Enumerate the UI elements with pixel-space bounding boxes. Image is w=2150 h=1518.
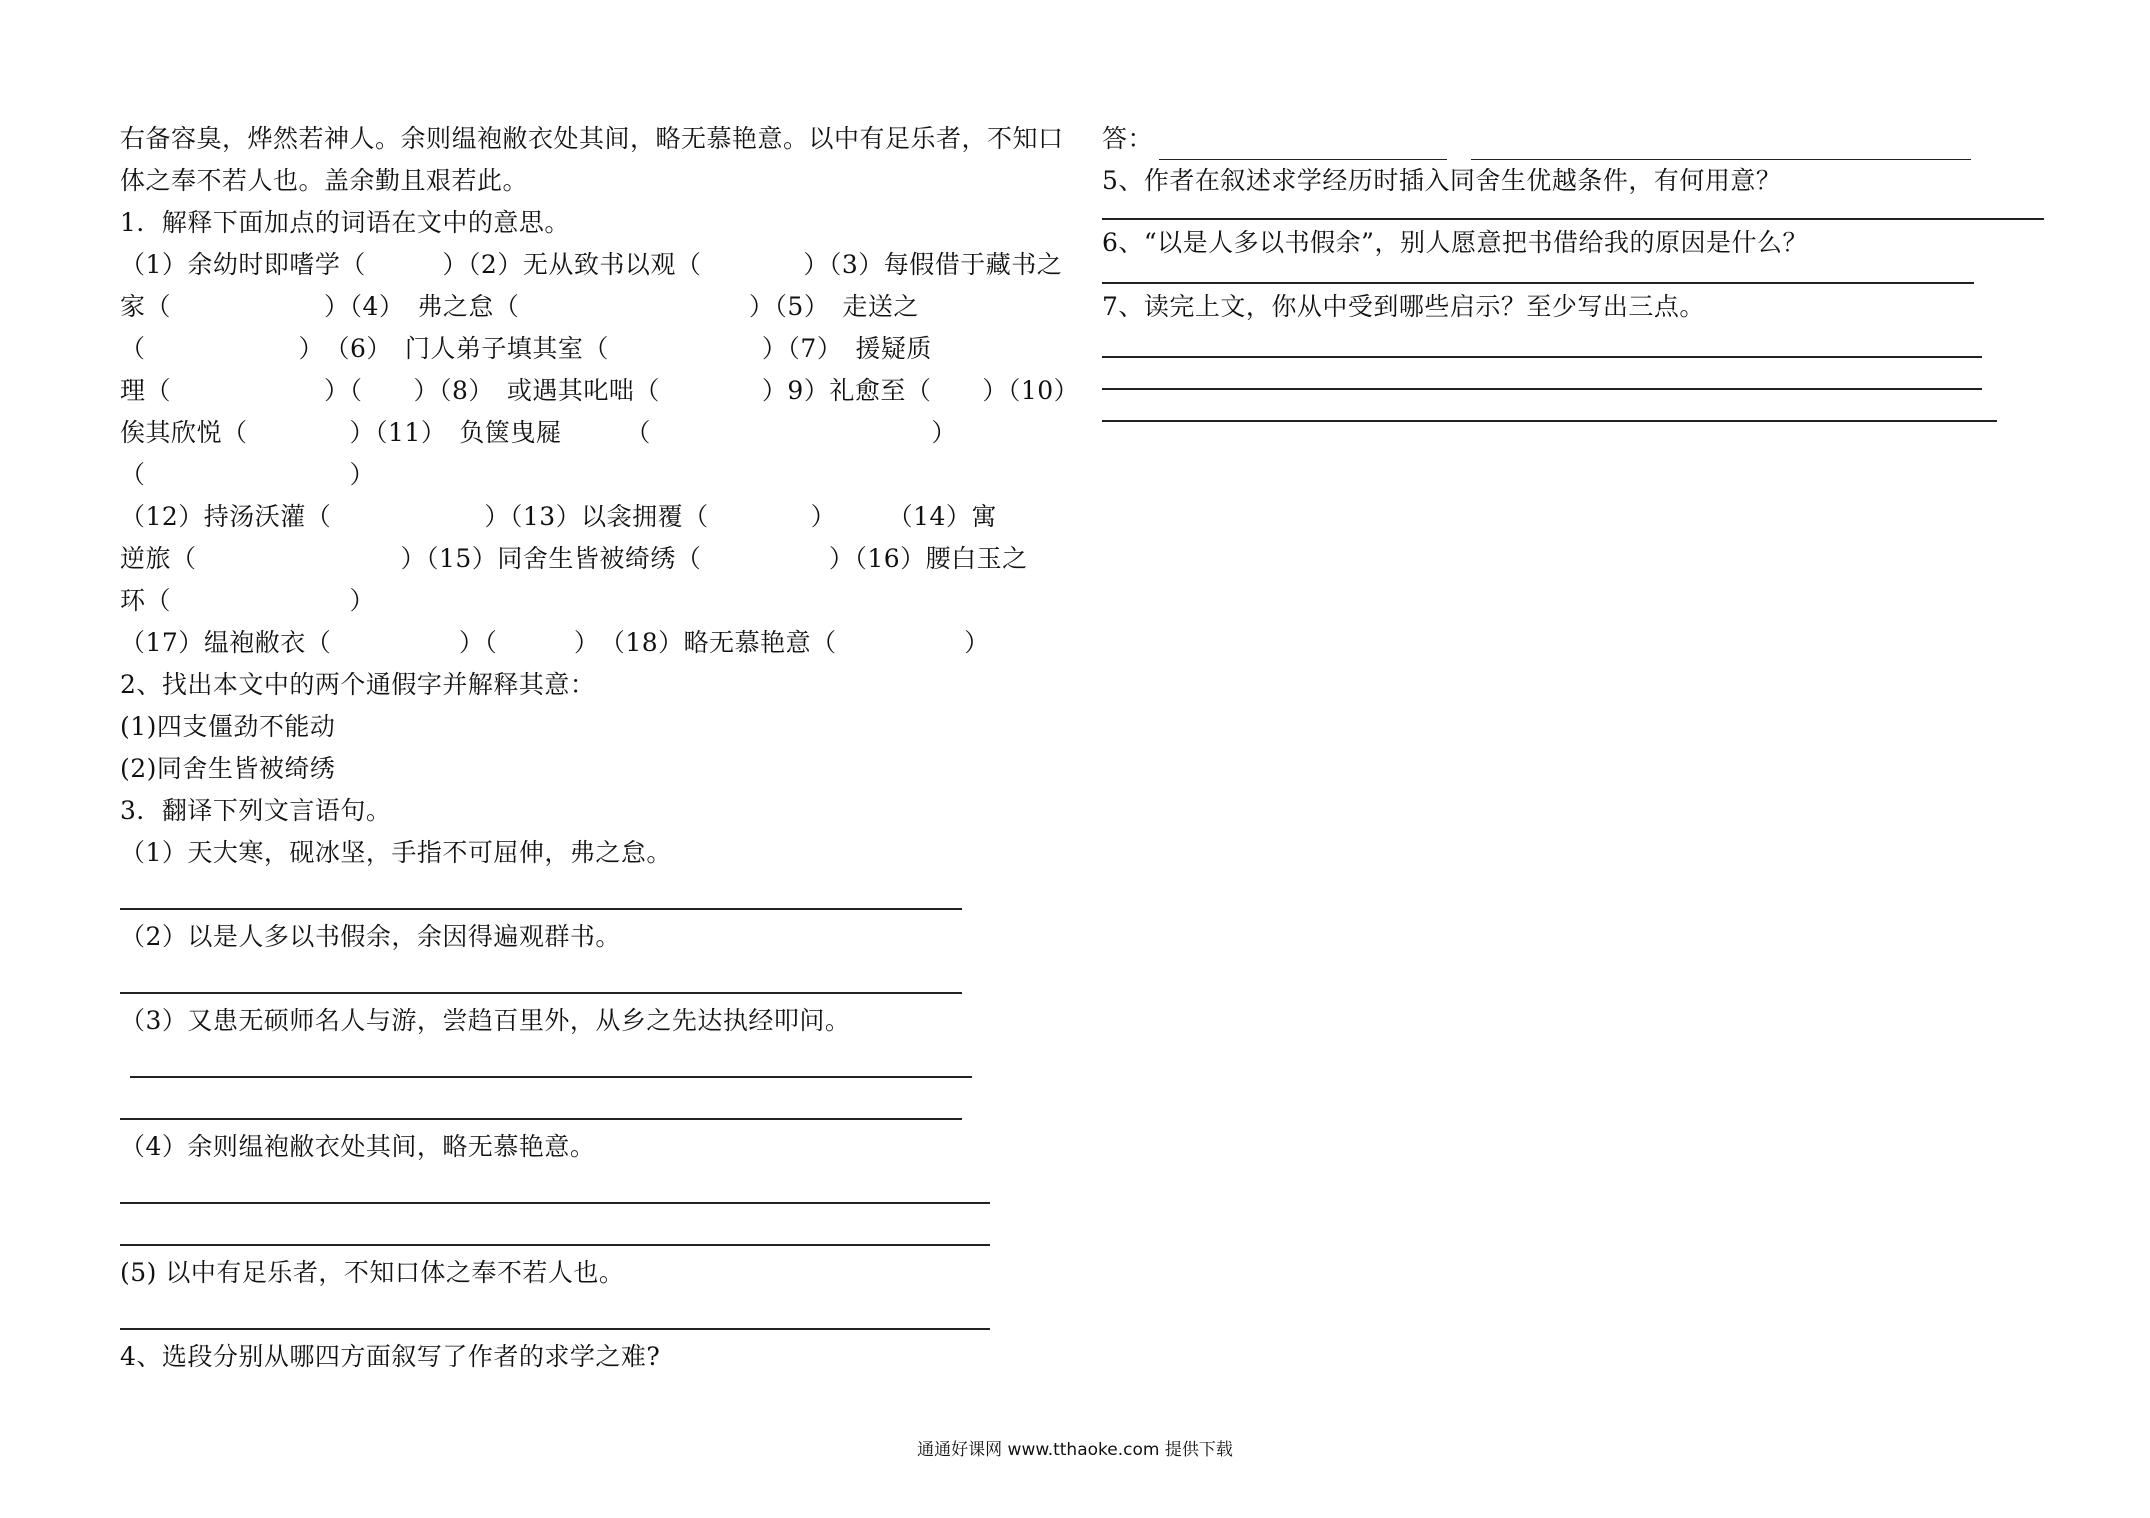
passage-line-1: 右备容臭，烨然若神人。余则缊袍敝衣处其间，略无慕艳意。以中有足乐者，不知口	[120, 124, 1064, 153]
q3-answer-line-3b[interactable]	[120, 1084, 1060, 1126]
q3-item-5: (5) 以中有足乐者，不知口体之奉不若人也。	[120, 1258, 625, 1287]
q3-answer-line-1[interactable]	[120, 874, 1060, 916]
q3-answer-line-5[interactable]	[120, 1294, 1060, 1336]
q1-line-6: （ ）	[120, 460, 376, 489]
q4-answer-row	[1102, 118, 2052, 160]
q5-answer-line[interactable]	[1102, 202, 2052, 222]
q1-line-2: 家（ ）（4） 弗之怠（ ）（5） 走送之	[120, 292, 919, 321]
q7-answer-line-1[interactable]	[1102, 328, 2052, 360]
q6-answer-line[interactable]	[1102, 264, 2052, 286]
answer-label: 答：	[1102, 124, 1154, 153]
q2-title: 2、找出本文中的两个通假字并解释其意：	[120, 670, 596, 699]
q2-item-2: (2)同舍生皆被绮绣	[120, 754, 336, 783]
q1-line-3: （ ） （6） 门人弟子填其室（ ）（7） 援疑质	[120, 334, 932, 363]
q7-answer-line-3[interactable]	[1102, 392, 2052, 424]
q4-answer-blank-1[interactable]	[1159, 131, 1447, 160]
left-column	[120, 118, 1080, 1378]
footer-credit: 通通好课网 www.tthaoke.com 提供下载	[917, 1440, 1233, 1460]
q3-item-2: （2）以是人多以书假余，余因得遍观群书。	[120, 922, 621, 951]
q2-item-1: (1)四支僵劲不能动	[120, 712, 336, 741]
q3-item-4: （4）余则缊袍敝衣处其间，略无慕艳意。	[120, 1132, 596, 1161]
q6-title: 6、“以是人多以书假余”，别人愿意把书借给我的原因是什么？	[1102, 228, 1808, 257]
q1-title: 1．解释下面加点的词语在文中的意思。	[120, 208, 570, 237]
passage-line-2: 体之奉不若人也。盖余勤且艰若此。	[120, 166, 529, 195]
q3-item-3: （3）又患无硕师名人与游，尝趋百里外，从乡之先达执经叩问。	[120, 1006, 851, 1035]
q3-item-1: （1）天大寒，砚冰坚，手指不可屈伸，弗之怠。	[120, 838, 672, 867]
q1-line-5: 俟其欣悦（ ）（11） 负箧曳屣 （ ）	[120, 418, 957, 447]
q1-line-10: （17）缊袍敝衣（ ）（ ） （18）略无慕艳意（ ）	[120, 628, 990, 657]
q3-title: 3．翻译下列文言语句。	[120, 796, 392, 825]
q3-answer-line-4a[interactable]	[120, 1168, 1060, 1210]
q1-line-9: 环（ ）	[120, 586, 376, 615]
q4-answer-blank-2[interactable]	[1471, 131, 1971, 160]
q1-line-1: （1）余幼时即嗜学（ ）（2）无从致书以观（ ）（3）每假借于藏书之	[120, 250, 1063, 279]
q1-line-4: 理（ ）（ ）（8） 或遇其叱咄（ ）9）礼愈至（ ）（10）	[120, 376, 1080, 405]
q7-title: 7、读完上文，你从中受到哪些启示？至少写出三点。	[1102, 292, 1705, 321]
q3-answer-line-4b[interactable]	[120, 1210, 1060, 1252]
right-column	[1102, 118, 2052, 424]
q1-line-8: 逆旅（ ）（15）同舍生皆被绮绣（ ）（16）腰白玉之	[120, 544, 1028, 573]
q3-answer-line-3a[interactable]	[120, 1042, 1060, 1084]
q7-answer-line-2[interactable]	[1102, 360, 2052, 392]
q3-answer-line-2[interactable]	[120, 958, 1060, 1000]
q1-line-7: （12）持汤沃灌（ ）（13）以衾拥覆（ ） （14）寓	[120, 502, 997, 531]
q5-title: 5、作者在叙述求学经历时插入同舍生优越条件，有何用意？	[1102, 166, 1782, 195]
q4-title: 4、选段分别从哪四方面叙写了作者的求学之难?	[120, 1342, 661, 1371]
